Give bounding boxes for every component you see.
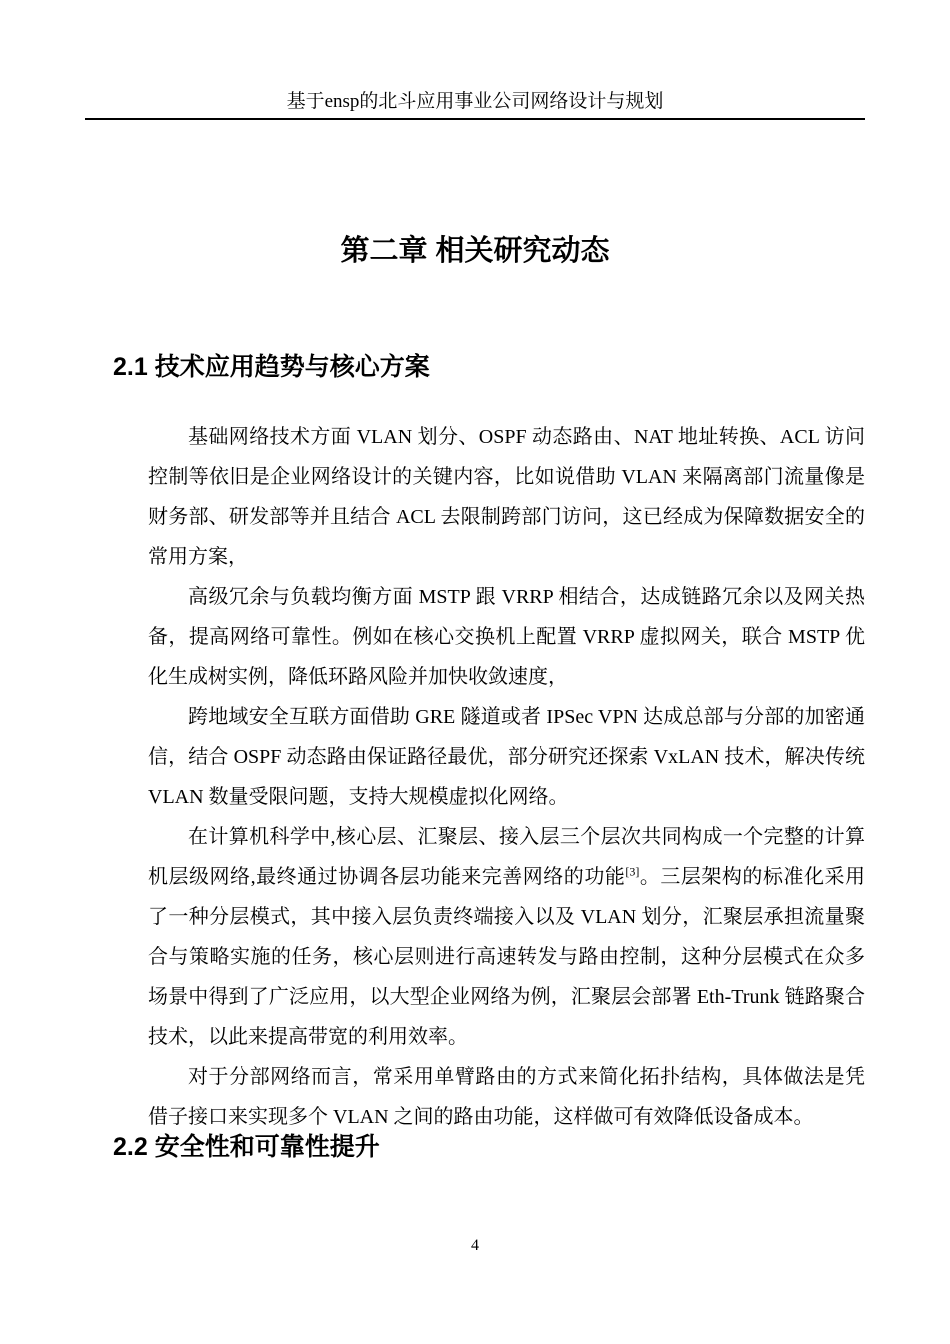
section-heading-2-2: 2.2 安全性和可靠性提升 xyxy=(113,1133,380,1161)
paragraph-branch-network: 对于分部网络而言，常采用单臂路由的方式来简化拓扑结构，具体做法是凭借子接口来实现多个 VLAN 之间的路由功能，这样做可有效降低设备成本。 xyxy=(148,1066,865,1128)
paragraph-redundancy: 高级冗余与负载均衡方面 MSTP 跟 VRRP 相结合，达成链路冗余以及网关热备，提高网络可靠性。例如在核心交换机上配置 VRRP 虚拟网关，联合 MSTP 优化生成树实例，降低环路风险并加快收敛速度， xyxy=(148,586,865,688)
page-footer xyxy=(0,1237,950,1255)
page-header xyxy=(85,90,865,120)
paragraph-vpn: 跨地域安全互联方面借助 GRE 隧道或者 IPSec VPN 达成总部与分部的加密通信，结合 OSPF 动态路由保证路径最优，部分研究还探索 VxLAN 技术，解决传统 VLAN 数量受限问题，支持大规模虚拟化网络。 xyxy=(148,706,865,808)
paragraph-text-before-citation: 在计算机科学中,核心层、汇聚层、接入层三个层次共同构成一个完整的计算机层级网络,最终通过协调各层功能来完善网络的功能 xyxy=(148,826,865,888)
chapter-title: 第二章 相关研究动态 xyxy=(340,235,610,267)
paragraph-three-tier xyxy=(148,817,865,1057)
running-title: 基于ensp的北斗应用事业公司网络设计与规划 xyxy=(286,91,664,112)
paragraph-text-after-citation: 。三层架构的标准化采用了一种分层模式，其中接入层负责终端接入以及 VLAN 划分，汇聚层承担流量聚合与策略实施的任务，核心层则进行高速转发与路由控制，这种分层模式在众多场景中得到了广泛应用，以大型企业网络为例，汇聚层会部署 Eth-Trunk 链路聚合技术，以此来提高带宽的利用效率。 xyxy=(148,866,866,1048)
page-number: 4 xyxy=(471,1237,479,1254)
body-text xyxy=(148,417,865,1137)
section-heading-2-1: 2.1 技术应用趋势与核心方案 xyxy=(113,353,430,381)
citation-reference-3: [3] xyxy=(625,864,640,879)
paragraph-basics: 基础网络技术方面 VLAN 划分、OSPF 动态路由、NAT 地址转换、ACL 访问控制等依旧是企业网络设计的关键内容，比如说借助 VLAN 来隔离部门流量像是财务部、研发部等并且结合 ACL 去限制跨部门访问，这已经成为保障数据安全的常用方案， xyxy=(148,426,865,568)
